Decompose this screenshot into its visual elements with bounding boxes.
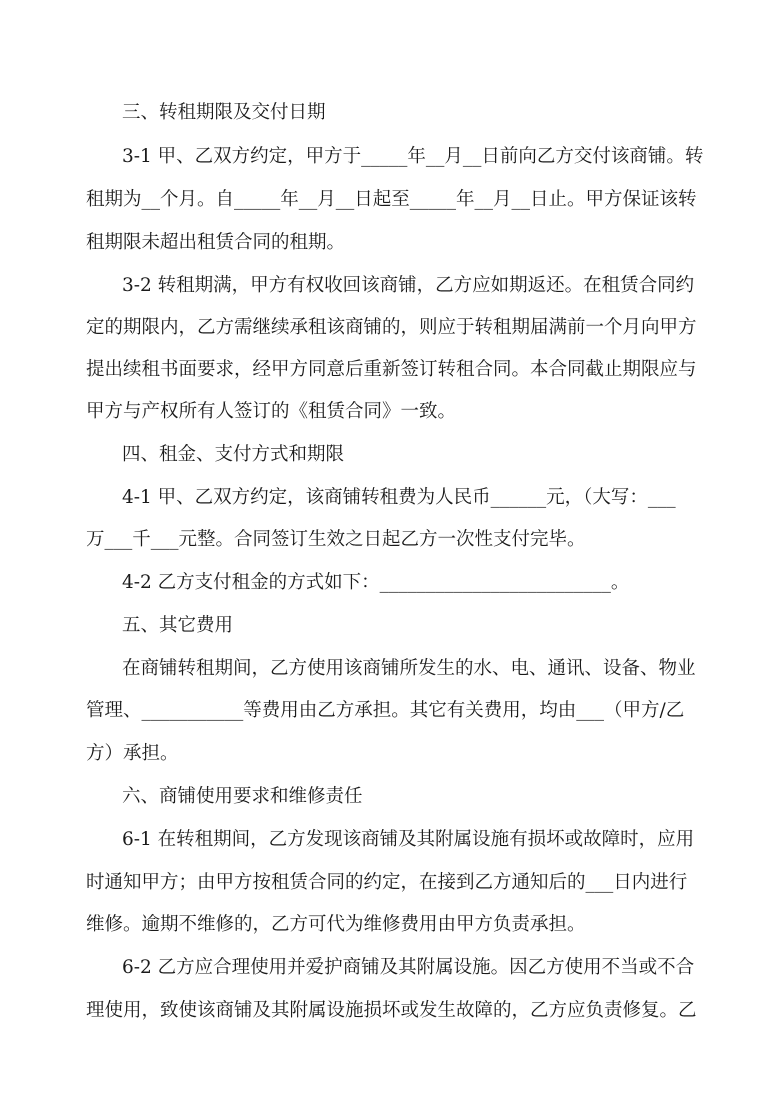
clause-6-2-line-1: 6-2 乙方应合理使用并爱护商铺及其附属设施。因乙方使用不当或不合 [122,957,695,978]
clause-6-1-line-3: 维修。逾期不维修的，乙方可代为维修费用由甲方负责承担。 [86,914,586,935]
clause-4-1-line-1: 4-1 甲、乙双方约定，该商铺转租费为人民币______元，（大写：___ [122,487,676,508]
clause-5-line-1: 在商铺转租期间，乙方使用该商铺所发生的水、电、通讯、设备、物业 [122,658,696,679]
clause-6-2-line-2: 理使用，致使该商铺及其附属设施损坏或发生故障的，乙方应负责修复。乙 [86,1000,697,1021]
section-heading-6: 六、商铺使用要求和维修责任 [122,786,363,807]
section-heading-5: 五、其它费用 [122,615,234,636]
clause-4-1-line-2: 万___千___元整。合同签订生效之日起乙方一次性支付完毕。 [86,529,586,550]
section-heading-4: 四、租金、支付方式和期限 [122,444,345,465]
clause-3-2-line-4: 甲方与产权所有人签订的《租赁合同》一致。 [86,401,457,422]
clause-5-line-2: 管理、___________等费用由乙方承担。其它有关费用，均由___（甲方/乙 [86,700,685,721]
clause-3-2-line-3: 提出续租书面要求，经甲方同意后重新签订转租合同。本合同截止期限应与 [86,359,697,380]
clause-6-1-line-1: 6-1 在转租期间，乙方发现该商铺及其附属设施有损坏或故障时，应用 [122,829,695,850]
section-heading-3: 三、转租期限及交付日期 [122,102,326,123]
clause-3-1-line-1: 3-1 甲、乙双方约定，甲方于_____年__月__日前向乙方交付该商铺。转 [122,146,704,167]
clause-3-1-line-2: 租期为__个月。自_____年__月__日起至_____年__月__日止。甲方保证该转 [86,189,697,210]
clause-3-2-line-2: 定的期限内，乙方需继续承租该商铺的，则应于转租期届满前一个月向甲方 [86,317,697,338]
clause-4-2-line-1: 4-2 乙方支付租金的方式如下：_________________________。 [122,572,630,593]
clause-5-line-3: 方）承担。 [86,743,179,764]
clause-3-1-line-3: 租期限未超出租赁合同的租期。 [86,232,346,253]
clause-3-2-line-1: 3-2 转租期满，甲方有权收回该商铺，乙方应如期返还。在租赁合同约 [122,275,695,296]
clause-6-1-line-2: 时通知甲方；由甲方按租赁合同的约定，在接到乙方通知后的___日内进行 [86,872,688,893]
